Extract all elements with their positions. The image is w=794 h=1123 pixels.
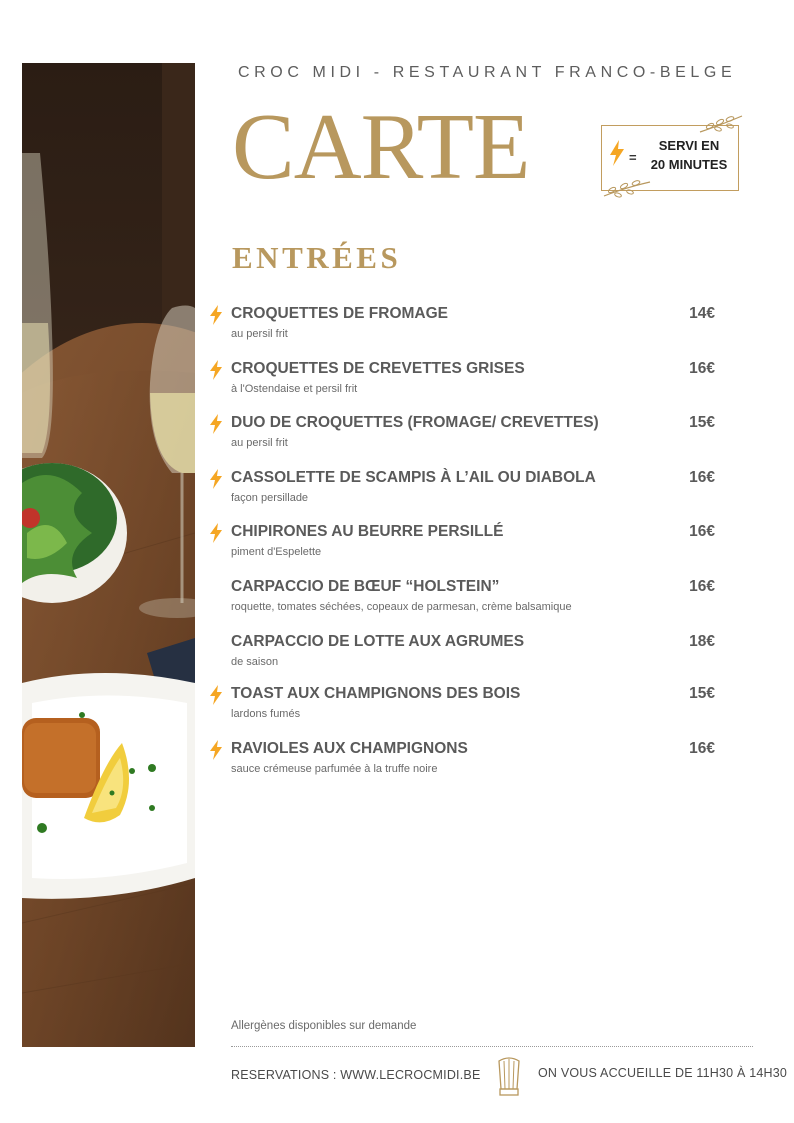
item-description: à l'Ostendaise et persil frit bbox=[231, 383, 358, 395]
menu-item bbox=[207, 523, 727, 575]
item-name: CROQUETTES DE FROMAGE bbox=[231, 305, 449, 322]
item-price: 16€ bbox=[689, 578, 715, 595]
menu-item bbox=[207, 685, 727, 737]
leaf-ornament-icon bbox=[698, 112, 744, 134]
lightning-icon bbox=[207, 414, 225, 434]
item-price: 14€ bbox=[689, 305, 715, 322]
dotted-divider bbox=[231, 1046, 753, 1047]
menu-item bbox=[207, 469, 727, 521]
lightning-icon bbox=[608, 140, 626, 166]
item-name: RAVIOLES AUX CHAMPIGNONS bbox=[231, 740, 468, 757]
menu-item bbox=[207, 740, 727, 792]
item-description: sauce crémeuse parfumée à la truffe noire bbox=[231, 763, 438, 775]
allergens-note: Allergènes disponibles sur demande bbox=[231, 1020, 417, 1032]
badge-line-1: SERVI EN bbox=[658, 138, 720, 153]
restaurant-name: CROC MIDI - RESTAURANT FRANCO-BELGE bbox=[238, 64, 737, 81]
menu-item bbox=[207, 360, 727, 412]
lightning-icon bbox=[207, 360, 225, 380]
item-description: au persil frit bbox=[231, 328, 288, 340]
lightning-icon bbox=[207, 469, 225, 489]
lightning-icon bbox=[207, 305, 225, 325]
badge-line-2: 20 MINUTES bbox=[650, 157, 728, 172]
quick-service-badge bbox=[596, 112, 746, 202]
page-title: CARTE bbox=[232, 95, 530, 199]
badge-text bbox=[640, 136, 738, 174]
item-price: 16€ bbox=[689, 523, 715, 540]
lightning-icon bbox=[207, 685, 225, 705]
chef-hat-icon bbox=[495, 1055, 523, 1097]
item-price: 18€ bbox=[689, 633, 715, 650]
item-description: de saison bbox=[231, 656, 279, 668]
menu-item bbox=[207, 414, 727, 466]
item-name: TOAST AUX CHAMPIGNONS DES BOIS bbox=[231, 685, 521, 702]
section-title: ENTRÉES bbox=[232, 240, 402, 275]
item-description: roquette, tomates séchées, copeaux de parmesan, crème balsamique bbox=[231, 601, 572, 613]
leaf-ornament-icon bbox=[600, 176, 652, 200]
item-description: lardons fumés bbox=[231, 708, 301, 720]
food-photo bbox=[22, 63, 195, 1047]
lightning-icon bbox=[207, 523, 225, 543]
item-price: 16€ bbox=[689, 360, 715, 377]
item-name: CHIPIRONES AU BEURRE PERSILLÉ bbox=[231, 523, 504, 540]
item-name: DUO DE CROQUETTES (FROMAGE/ CREVETTES) bbox=[231, 414, 599, 431]
item-price: 16€ bbox=[689, 740, 715, 757]
item-price: 16€ bbox=[689, 469, 715, 486]
menu-item bbox=[207, 305, 727, 357]
item-price: 15€ bbox=[689, 685, 715, 702]
item-description: façon persillade bbox=[231, 492, 309, 504]
item-name: CARPACCIO DE BŒUF “HOLSTEIN” bbox=[231, 578, 500, 595]
menu-item bbox=[207, 578, 727, 630]
opening-hours: ON VOUS ACCUEILLE DE 11H30 À 14H30 bbox=[538, 1066, 788, 1080]
item-name: CARPACCIO DE LOTTE AUX AGRUMES bbox=[231, 633, 525, 650]
item-description: au persil frit bbox=[231, 437, 288, 449]
reservations-link[interactable]: RESERVATIONS : WWW.LECROCMIDI.BE bbox=[231, 1068, 481, 1082]
lightning-icon bbox=[207, 740, 225, 760]
badge-equals: = bbox=[629, 150, 637, 165]
item-name: CASSOLETTE DE SCAMPIS À L’AIL OU DIABOLA bbox=[231, 469, 596, 486]
item-name: CROQUETTES DE CREVETTES GRISES bbox=[231, 360, 525, 377]
item-price: 15€ bbox=[689, 414, 715, 431]
menu-item bbox=[207, 633, 727, 685]
item-description: piment d'Espelette bbox=[231, 546, 322, 558]
